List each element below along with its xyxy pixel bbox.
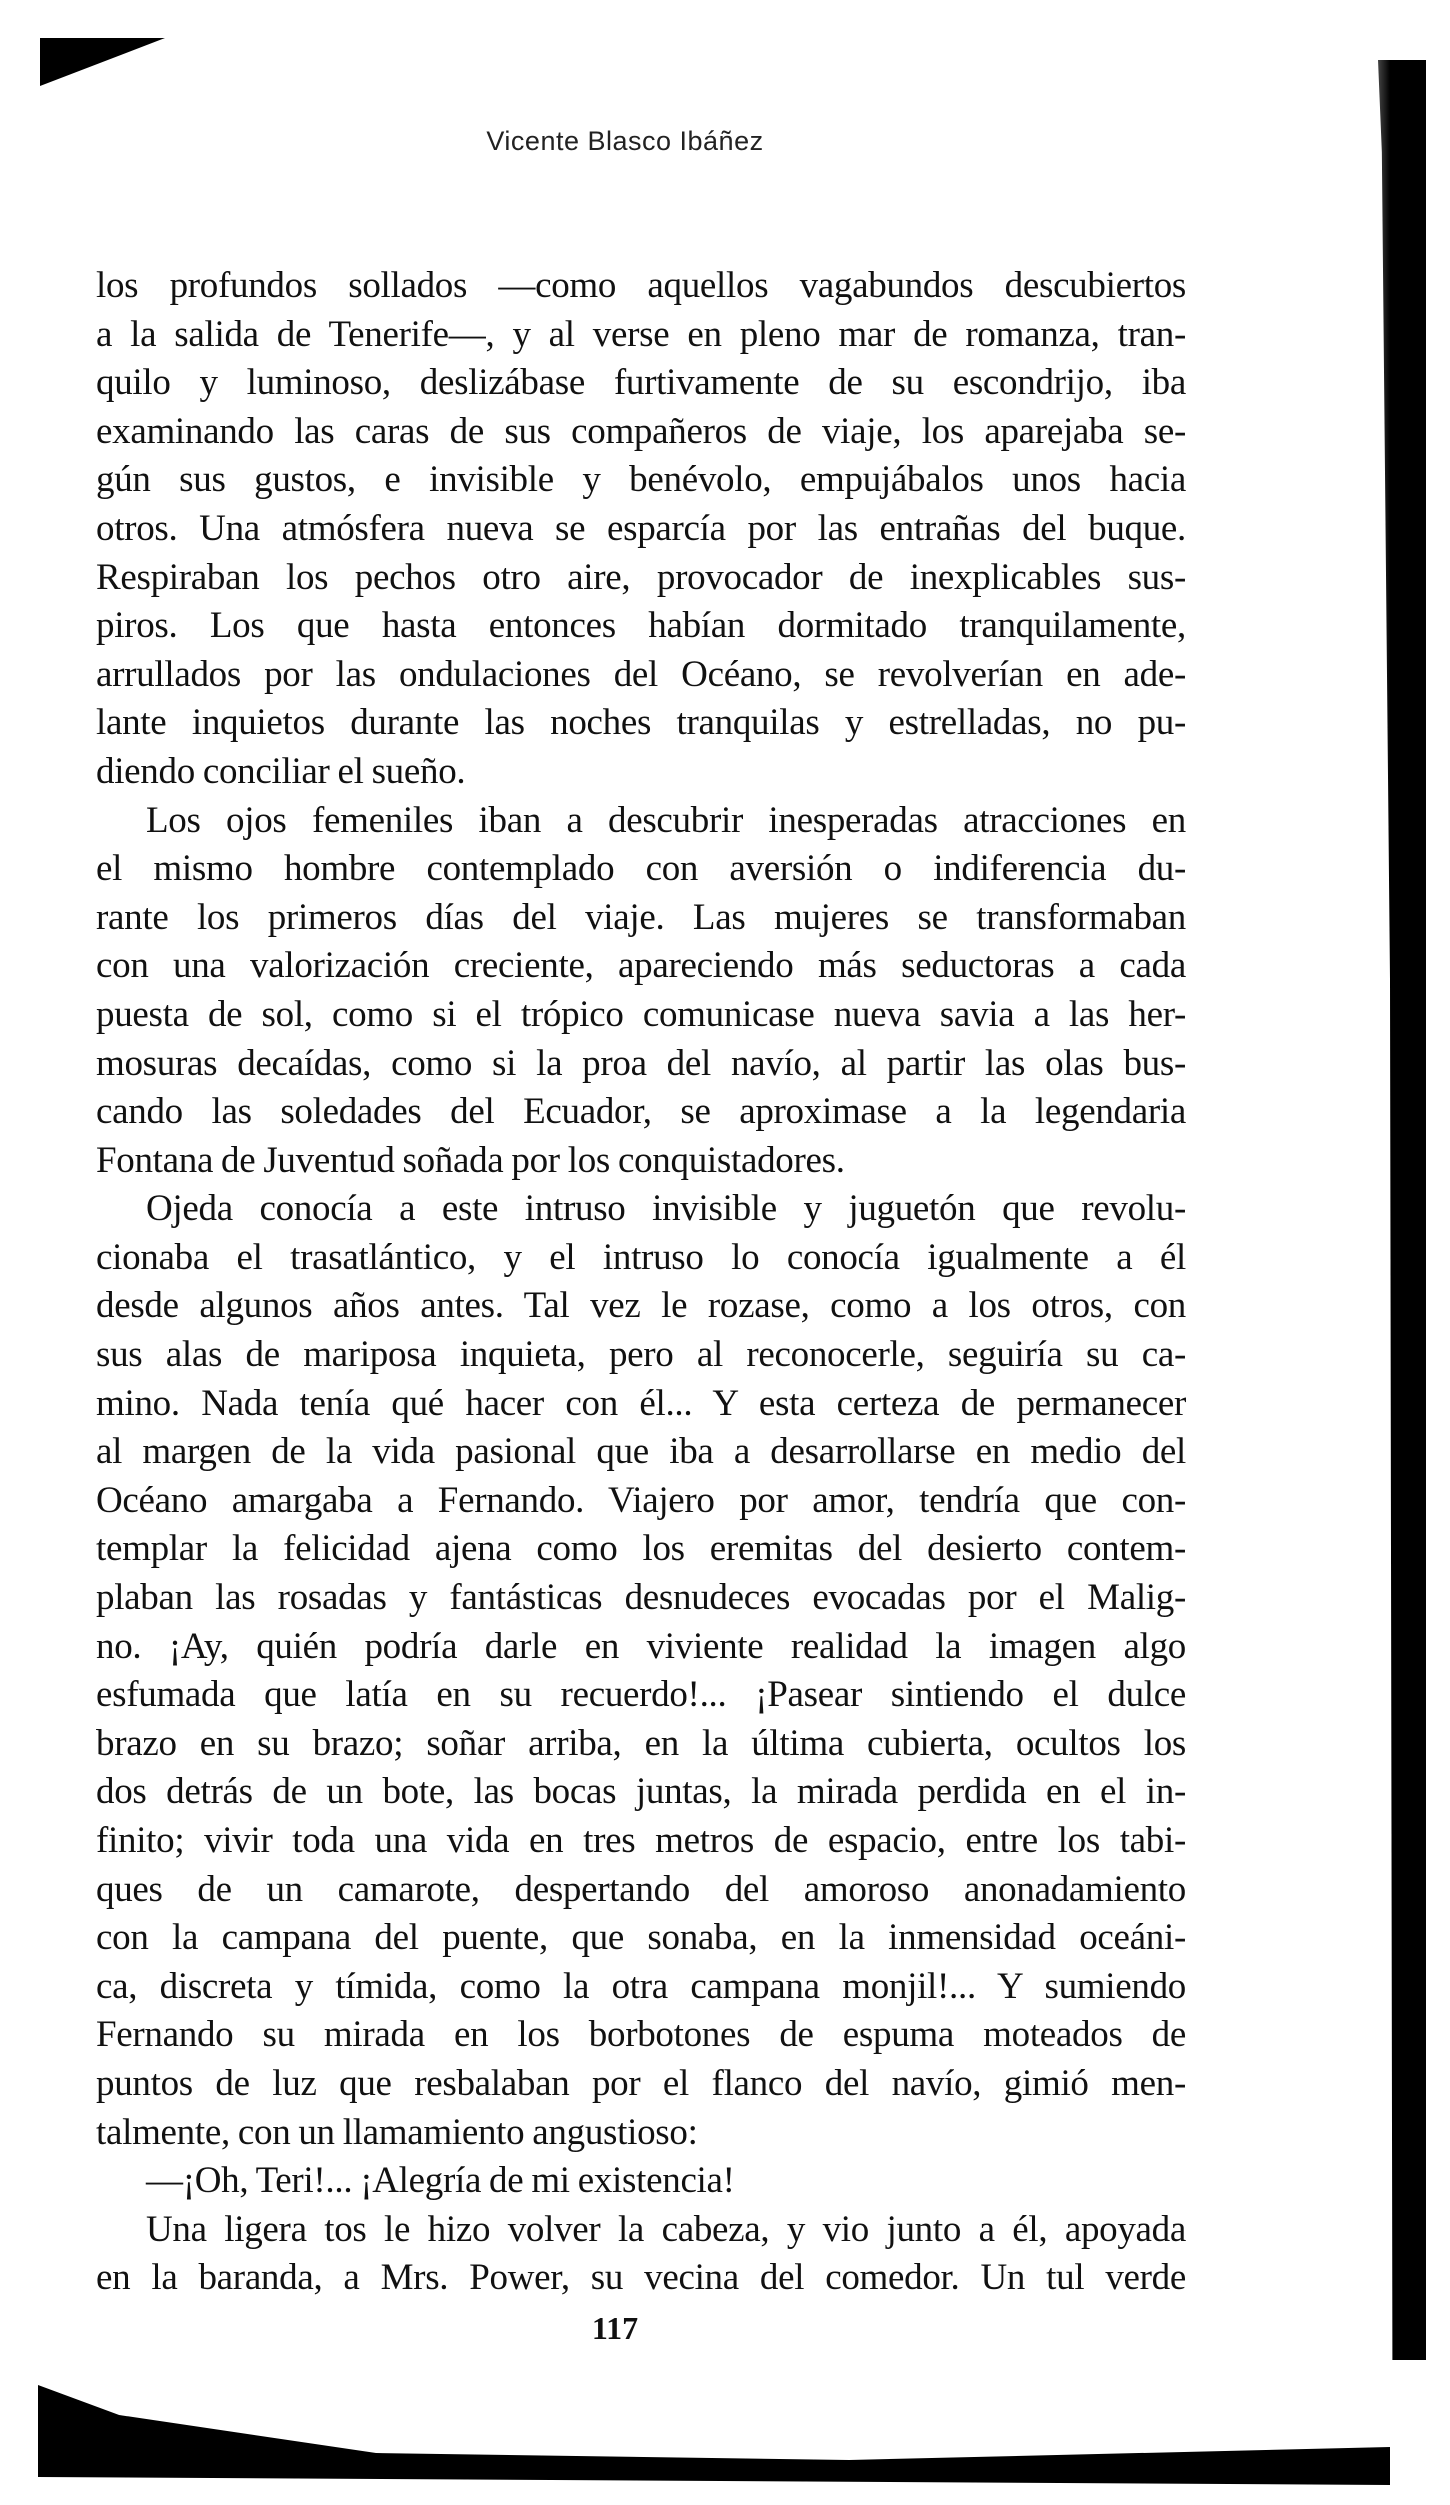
text-line: no. ¡Ay, quién podría darle en viviente realidad la imagen algo [96, 1625, 1186, 1667]
text-line: —¡Oh, Teri!... ¡Alegría de mi existencia! [146, 2160, 735, 2202]
text-line: con la campana del puente, que sonaba, en la inmensidad oceáni- [96, 1917, 1186, 1959]
text-line: piros. Los que hasta entonces habían dormitado tranquilamente, [96, 605, 1186, 647]
scan-shadow-bottom [38, 2385, 1390, 2485]
text-line: cionaba el trasatlántico, y el intruso lo conocía igualmente a él [96, 1236, 1186, 1278]
text-line: con una valorización creciente, apareciendo más seductoras a cada [96, 945, 1186, 987]
paragraph [96, 1185, 1186, 2157]
text-line: talmente, con un llamamiento angustioso: [96, 2111, 698, 2153]
text-line: Ojeda conocía a este intruso invisible y juguetón que revolu- [146, 1188, 1186, 1230]
text-line: ques de un camarote, despertando del amoroso anonadamiento [96, 1868, 1186, 1910]
scan-shadow-top-left [40, 38, 165, 86]
text-line: esfumada que latía en su recuerdo!... ¡Pasear sintiendo el dulce [96, 1674, 1186, 1716]
text-line: ca, discreta y tímida, como la otra campana monjil!... Y sumiendo [96, 1965, 1186, 2007]
text-line: puesta de sol, como si el trópico comunicase nueva savia a las her- [96, 993, 1186, 1035]
text-line: Respiraban los pechos otro aire, provocador de inexplicables sus- [96, 556, 1186, 598]
text-line: lante inquietos durante las noches tranquilas y estrelladas, no pu- [96, 702, 1186, 744]
text-line: dos detrás de un bote, las bocas juntas, la mirada perdida en el in- [96, 1771, 1186, 1813]
text-line: Fernando su mirada en los borbotones de espuma moteados de [96, 2014, 1186, 2056]
text-line: sus alas de mariposa inquieta, pero al reconocerle, seguiría su ca- [96, 1334, 1186, 1376]
text-line: diendo conciliar el sueño. [96, 750, 466, 792]
scan-shadow-right-edge [1378, 60, 1426, 2360]
text-line: templar la felicidad ajena como los eremitas del desierto contem- [96, 1528, 1186, 1570]
text-line: desde algunos años antes. Tal vez le rozase, como a los otros, con [96, 1285, 1186, 1327]
text-line: arrullados por las ondulaciones del Océano, se revolverían en ade- [96, 653, 1186, 695]
text-line: los profundos sollados —como aquellos vagabundos descubiertos [96, 265, 1186, 306]
text-line: rante los primeros días del viaje. Las mujeres se transformaban [96, 896, 1186, 938]
paragraph [96, 262, 1186, 797]
text-line: en la baranda, a Mrs. Power, su vecina del comedor. Un tul verde [96, 2257, 1186, 2299]
text-line: examinando las caras de sus compañeros de viaje, los aparejaba se- [96, 410, 1186, 452]
text-line: Fontana de Juventud soñada por los conquistadores. [96, 1139, 845, 1181]
text-line: mosuras decaídas, como si la proa del navío, al partir las olas bus- [96, 1042, 1186, 1084]
text-line: plaban las rosadas y fantásticas desnudeces evocadas por el Malig- [96, 1577, 1186, 1619]
text-line: Los ojos femeniles iban a descubrir inesperadas atracciones en [146, 799, 1186, 841]
text-line: otros. Una atmósfera nueva se esparcía por las entrañas del buque. [96, 507, 1186, 549]
text-line: gún sus gustos, e invisible y benévolo, empujábalos unos hacia [96, 459, 1186, 501]
paragraph [96, 2206, 1186, 2303]
text-line: al margen de la vida pasional que iba a desarrollarse en medio del [96, 1431, 1186, 1473]
text-line: el mismo hombre contemplado con aversión o indiferencia du- [96, 848, 1186, 890]
text-line: Océano amargaba a Fernando. Viajero por amor, tendría que con- [96, 1479, 1186, 1521]
body-text [96, 262, 1186, 2303]
text-line: brazo en su brazo; soñar arriba, en la última cubierta, ocultos los [96, 1722, 1186, 1764]
text-line: mino. Nada tenía qué hacer con él... Y esta certeza de permanecer [96, 1382, 1186, 1424]
paragraph [96, 2157, 1186, 2206]
page-number: 117 [591, 2310, 639, 2346]
running-head: Vicente Blasco Ibáñez [486, 126, 764, 156]
text-line: quilo y luminoso, deslizábase furtivamente de su escondrijo, iba [96, 362, 1186, 404]
text-line: finito; vivir toda una vida en tres metros de espacio, entre los tabi- [96, 1820, 1186, 1861]
paragraph [96, 797, 1186, 1186]
text-line: puntos de luz que resbalaban por el flanco del navío, gimió men- [96, 2062, 1186, 2104]
text-line: a la salida de Tenerife—, y al verse en pleno mar de romanza, tran- [96, 313, 1186, 355]
text-line: Una ligera tos le hizo volver la cabeza, y vio junto a él, apoyada [146, 2208, 1186, 2250]
text-line: cando las soledades del Ecuador, se aproximase a la legendaria [96, 1091, 1186, 1133]
